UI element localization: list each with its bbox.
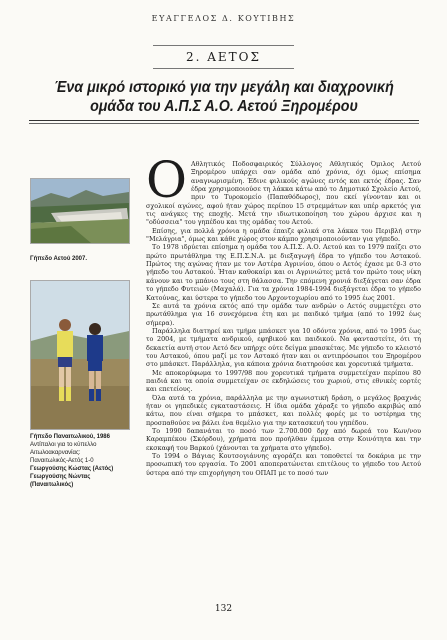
paragraph: Με αποκορύφωμα το 1997/98 που χορευτικά τμήματα συμμετείχαν περίπου 80 παιδιά και τα οποία συμμετείχαν σε εκδηλώσεις του χωριού, στις εθνικές εορτές και επετείους. [146,368,421,394]
players-caption-line: Παναιτωλικός-Αετός 1-0 [30,458,94,464]
paragraph-text: Αθλητικός Ποδοσφαιρικός Σύλλογος Αθλητικός Όμιλος Αετού Ξηρομέρου υπάρχει σαν ομάδα από χρόνια, όχι όμως επίσημα αναγνωρισμένη. Έδινε φιλικούς αγώνες εντός και εκτός έδρας. Σαν έδρα χρησιμοποιούσε τη λάκκα κάτω από το Δημοτικό Σχολείο Αετού, πριν το Τυροκομείο (Παπαθόδωρος), που εκεί γίνονταν και οι σχολικοί αγώνες, αφού ήταν χώρος περίπου 15 στρεμμάτων και υπέρ αρκετός για τις ανάγκες της εποχής. Μετά την ιδιωτικοποίηση του χώρου άρχισε και η "οδύσσεια" του γηπέδου και της ομάδας του Αετού. [146,160,421,227]
paragraph: Όλα αυτά τα χρόνια, παράλληλα με την αγωνιστική δράση, ο μεγάλος βραχνάς ήταν οι γηπεδικές εγκαταστάσεις. Η ίδια ομάδα χάραξε το γήπεδο ακριβώς από κάτω, που είναι σήμερα το μπάσκετ, και πολλές φορές με το υστέρημα της προσπαθούσε να βάλει ένα θεμέλιο για την κατασκευή του γηπέδου. [146,393,421,427]
players-caption-line: Γεωργούσης Νώντας (Παναιτωλικός) [30,474,91,488]
article-title: Ένα μικρό ιστορικό για την μεγάλη και διαχρονική ομάδα του Α.Π.Σ Α.Ο. Αετού Ξηρομέρου [54,79,394,115]
article-body [146,160,421,596]
running-header: ΕΥΑΓΓΕΛΟΣ Δ. ΚΟΥΤΙΒΗΣ [151,14,296,23]
players-photo [30,280,130,430]
stadium-photo [30,178,130,244]
paragraph [146,160,421,227]
paragraph: Σε αυτά τα χρόνια εκτός από την ομάδα των ανδρών ο Αετός συμμετέχει στο πρωτάθλημα για 16 συνεχόμενα έτη και με παιδικό τμήμα (από το 1992 έως σήμερα). [146,301,421,327]
page-number: 132 [214,604,233,614]
title-rule-thin [29,123,419,124]
title-rule [29,120,419,121]
paragraph: Το 1990 δαπανάται το ποσό των 2.700.000 δρχ από δωρεά του Κων/νου Καραμπέκου (Σκόρδου), χρήματα που προήλθαν έμμεσα στην Κοινότητα και την εκσκαφή του Βαρκού (χάνονται τα χρήματα στο γήπεδο). [146,427,421,452]
players-photo-caption [30,433,128,489]
players-caption-title: Γήπεδο Παναιτωλικού, 1986 [30,434,110,440]
paragraph: Παράλληλα διατηρεί και τμήμα μπάσκετ για 10 οδόντα χρόνια, από το 1995 έως το 2004, με τμήματα ανδρικού, εφηβικού και παιδικού. Να φανταστείτε, ότι τη δεκαετία αυτή στον Αετό δεν υπήρχε ούτε δείγμα μπασκέτας. Με γήπεδο το κλειστό του Αστακού, όπου μαζί με τον Αστακό ήταν και οι αντιπρόσωποι του Ξηρομέρου στο μπάσκετ. Παράλληλα, για κάποια χρόνια διατηρούσε και χορευτικά τμήματα. [146,326,421,369]
chapter-heading: 2. ΑΕΤΟΣ [153,45,294,69]
drop-cap: Ο [146,160,187,209]
stadium-photo-caption: Γήπεδο Αετού 2007. [30,256,87,262]
players-caption-line: Αντίπαλοι για το κύπελλο Αιτωλοακαρνανίας: [30,442,97,456]
players-caption-line: Γεωργούσης Κώστας (Αετός) [30,466,114,472]
paragraph: Το 1994 ο Βάγιας Κουτσογιάννης αγοράζει και τοποθετεί τα δοκάρια με την προσωπική του εργασία. Το 2001 αποπερατώνεται επιτέλους το γήπεδο του Αετού ύστερα από την επιχορήγηση του ΟΠΑΠ με το ποσό των [146,452,421,477]
paragraph: Το 1978 ιδρύεται επίσημα η ομάδα του Α.Π.Σ. Α.Ο. Αετού και το 1979 παίζει στο πρώτο πρωτάθλημα της Ε.Π.Σ.Ν.Α. με διεξαγωγή έδρα το γήπεδο του Αστακού. Πρώτος της αγώνας ήταν με τον Αστέρα Αγρινίου, όπου ο Αετός έχασε με 0-3 στο γήπεδο του Αστακού. Ήταν καθοκαίρι και οι Αγρινιώτες μετά τον πρώτο τους νίκη κάνουν και το μπάνιο τους στη θάλασσα. Την επόμενη χρονιά διεξάγεται σαν έδρα το γήπεδο Φυτειών (Μαχαλά). Για τα χρόνια 1984-1994 διεξάγεται έδρα το γήπεδο Κατούνας, και ύστερα το γήπεδο του Αρχοντοχωρίου από το 1995 έως 2001. [146,243,421,302]
paragraph: Επίσης, για πολλά χρόνια η ομάδα έπαιζε φιλικά στα λάκκα του Περιβλή στην "Μελάγρια", όμως και κάθε χώρος στον κάμπο χρησιμοποιούνταν για γήπεδο. [146,226,421,244]
